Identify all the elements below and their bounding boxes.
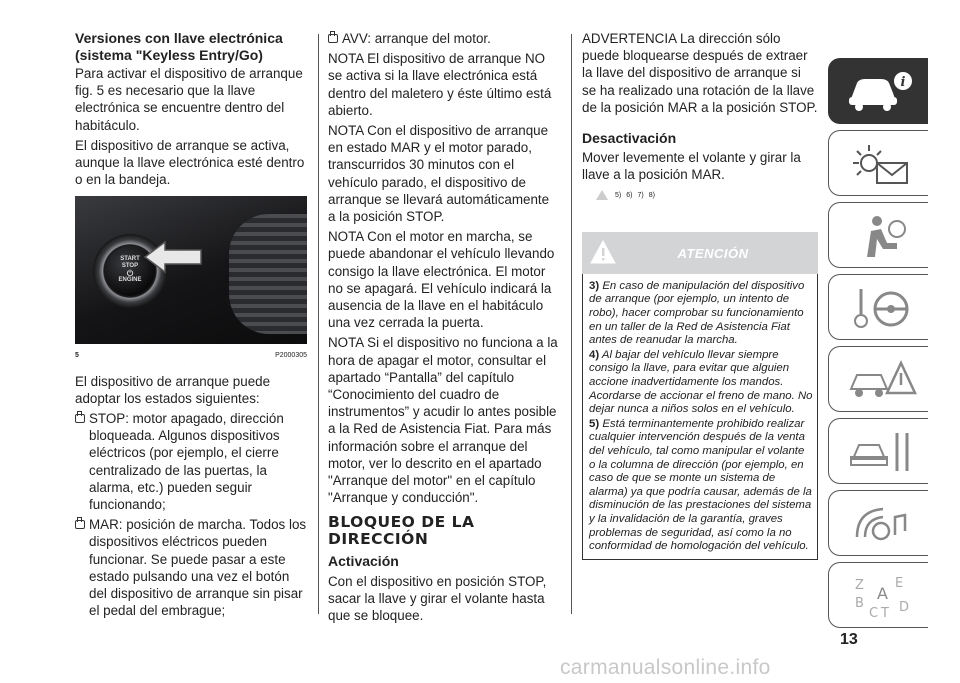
key-bullet-icon <box>328 34 338 43</box>
warning-paragraph: ADVERTENCIA La dirección sólo puede bloquearse después de extraer la llave del dispositivo de arranque si se ha realizado una rotación de la llave de la posición MAR a la posición STOP. <box>582 31 818 115</box>
paragraph: El dispositivo de arranque se activa, aunque la llave electrónica esté dentro o en la bandeja. <box>75 137 305 188</box>
car-warning-icon <box>847 357 917 403</box>
attention-item: 4) Al bajar del vehículo llevar siempre consigo la llave, para evitar que alguien accione inadvertidamente los mandos. Acordarse de accionar el freno de mano. No dejar nunca a niños solos en el vehículo. <box>589 348 813 416</box>
page-number: 13 <box>840 631 858 648</box>
attention-body <box>582 274 818 560</box>
svg-text:i: i <box>900 75 906 90</box>
list-item: AVV: arranque del motor. <box>328 30 560 47</box>
column-middle <box>328 30 560 627</box>
section-title-steering-lock: BLOQUEO DE LA DIRECCIÓN <box>328 513 475 549</box>
column-left <box>75 30 307 622</box>
list-item: MAR: posición de marcha. Todos los dispositivos eléctricos pueden funcionar. Se puede pasar a este estado pulsando una vez el botón del dispositivo de arranque sin pisar el pedal del embrague; <box>75 516 307 619</box>
column-right <box>582 30 818 560</box>
alphabet-index-icon <box>847 573 917 619</box>
figure-number: 5 <box>75 352 79 360</box>
warning-triangle-icon <box>596 190 608 200</box>
attention-header <box>582 232 818 274</box>
tab-starting-driving[interactable] <box>828 274 928 340</box>
figure-code: P2000305 <box>275 352 307 360</box>
tab-index[interactable] <box>828 562 928 628</box>
paragraph: El dispositivo de arranque puede adoptar los estados siguientes: <box>75 373 271 406</box>
column-divider <box>571 34 572 614</box>
list-item: STOP: motor apagado, dirección bloqueada. Algunos dispositivos eléctricos (por ejemplo, el cierre centralizado de las puertas, la alarma, etc.) pueden seguir funcionando; <box>75 410 307 513</box>
attention-item: 5) Está terminantemente prohibido realizar cualquier intervención después de la venta del vehículo, tal como manipular el volante o la columna de dirección (por ejemplo, en caso de que se monte un sistema de alarma) ya que podría causar, además de la disminución de las prestaciones del sistema y la invalidación de la garantía, graves problemas de seguridad, así como la no conformidad de homologación del vehículo. <box>589 417 812 553</box>
car-tools-icon <box>847 429 917 475</box>
svg-text:Z: Z <box>855 578 864 593</box>
note-paragraph: NOTA Con el motor en marcha, se puede abandonar el vehículo llevando consigo la llave electrónica. El motor no se apagará. El vehículo indicará la ausencia de la llave en el habitáculo una vez cerrada la puerta. <box>328 229 555 331</box>
tab-maintenance[interactable] <box>828 418 928 484</box>
key-bullet-icon <box>75 414 85 423</box>
attention-item: 3) En caso de manipulación del dispositivo de arranque (por ejemplo, un intento de robo), hacer comprobar su funcionamiento en un taller de la Red de Asistencia Fiat antes de reanudar la marcha. <box>589 279 805 347</box>
figure-caption <box>75 347 307 372</box>
air-vent <box>229 214 307 334</box>
tab-emergency[interactable] <box>828 346 928 412</box>
subsection-title-activation: Activación <box>328 553 399 570</box>
paragraph: Para activar el dispositivo de arranque fig. 5 es necesario que la llave electrónica se encuentre dentro del habitáculo. <box>75 66 303 133</box>
attention-box <box>582 232 818 560</box>
column-divider <box>318 34 319 614</box>
seat-airbag-icon <box>847 213 917 259</box>
key-steering-icon <box>847 285 917 331</box>
watermark: carmanualsonline.info <box>560 656 771 679</box>
tab-safety[interactable] <box>828 202 928 268</box>
attention-title: ATENCIÓN <box>677 245 749 261</box>
section-heading-keyless: Versiones con llave electrónica (sistema "Keyless Entry/Go) <box>75 30 283 63</box>
svg-text:B: B <box>855 596 864 611</box>
svg-text:C: C <box>869 606 879 619</box>
subsection-title-deactivation: Desactivación <box>582 130 677 147</box>
svg-text:E: E <box>895 576 904 591</box>
note-paragraph: NOTA El dispositivo de arranque NO se activa si la llave electrónica está dentro del maletero y éste último está abierto. <box>328 51 552 118</box>
key-bullet-icon <box>75 520 85 529</box>
start-stop-button-image: START STOP ⏻ ENGINE <box>105 246 155 296</box>
sun-mail-icon <box>847 141 917 187</box>
warning-references: 5) 6) 7) 8) <box>596 187 818 204</box>
paragraph: Con el dispositivo en posición STOP, sacar la llave y girar el volante hasta que se bloquee. <box>328 573 547 624</box>
tab-dashboard[interactable] <box>828 130 928 196</box>
svg-text:T: T <box>881 606 889 619</box>
svg-text:D: D <box>899 600 910 615</box>
svg-text:A: A <box>877 584 888 603</box>
tab-multimedia[interactable] <box>828 490 928 556</box>
chapter-tabs <box>828 58 928 634</box>
media-icon <box>847 501 917 547</box>
pointer-arrow-icon <box>143 240 203 274</box>
paragraph: Mover levemente el volante y girar la llave a la posición MAR. <box>582 150 801 183</box>
tab-knowing-car[interactable] <box>828 58 928 124</box>
car-info-icon <box>847 69 917 115</box>
figure-start-stop-button <box>75 196 307 344</box>
note-paragraph: NOTA Con el dispositivo de arranque en estado MAR y el motor parado, transcurridos 30 minutos con el vehículo parado, el dispositivo de arranque se llevará automáticamente a la posición STOP. <box>328 123 550 225</box>
note-paragraph: NOTA Si el dispositivo no funciona a la hora de apagar el motor, consultar el apartado “Pantalla” del capítulo “Conocimiento del cuadro de instrumentos” y acudir lo antes posible a la Red de Asistencia Fiat. Para más información sobre el arranque del motor, ver lo descrito en el apartado "Arranque del motor" en el capítulo "Arranque y conducción". <box>328 335 558 506</box>
